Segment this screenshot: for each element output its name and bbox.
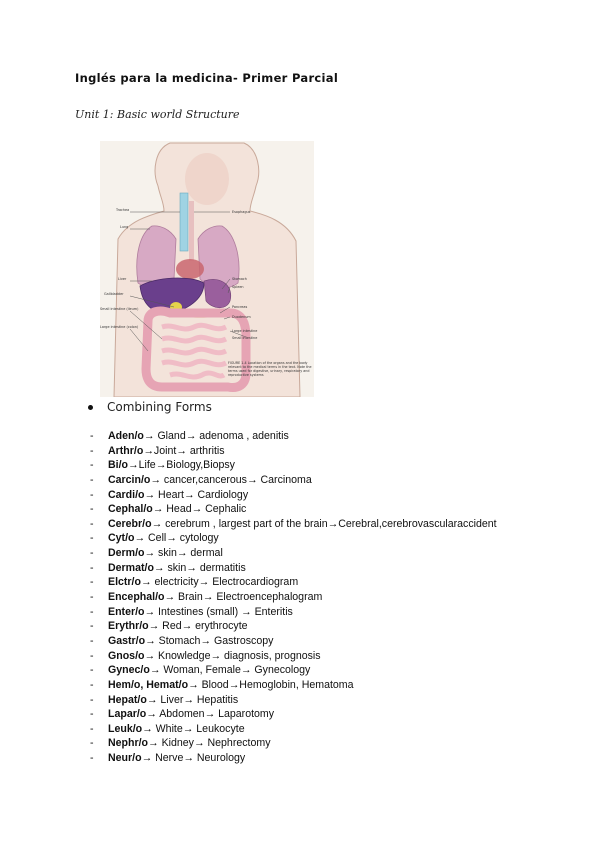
list-dash: - [90, 503, 94, 516]
combining-form-meaning: → Kidney→ Nephrectomy [148, 737, 271, 750]
combining-form-term: Gynec/o [108, 664, 150, 677]
combining-form-term: Gastr/o [108, 634, 146, 647]
combining-form-term: Neur/o [108, 752, 142, 765]
anatomy-figure [100, 141, 314, 397]
combining-form-term: Arthr/o [108, 444, 144, 457]
list-dash: - [90, 444, 94, 457]
combining-form-term: Nephr/o [108, 737, 149, 750]
list-dash: - [90, 737, 94, 750]
combining-forms-bullet [88, 400, 212, 414]
document-title: Inglés para la medicina- Primer Parcial [75, 71, 339, 85]
list-item [90, 663, 497, 678]
list-dash: - [90, 634, 94, 647]
combining-form-term: Encephal/o [108, 591, 165, 604]
list-item [90, 517, 497, 532]
combining-form-meaning: → Brain→ Electroencephalogram [164, 591, 323, 604]
bullet-dot [88, 405, 93, 410]
list-item [90, 678, 497, 693]
combining-form-meaning: → Woman, Female→ Gynecology [149, 664, 311, 677]
list-dash: - [90, 430, 94, 442]
list-dash: - [90, 605, 94, 618]
label-large-intestine: Large intestine (colon) [100, 325, 139, 329]
combining-form-meaning: → Knowledge→ diagnosis, prognosis [144, 649, 321, 662]
combining-form-meaning: → Heart→ Cardiology [144, 488, 249, 501]
combining-form-term: Cardi/o [108, 488, 145, 501]
combining-form-meaning: → Cell→ cytology [134, 532, 219, 545]
label-trachea: Trachea [116, 208, 130, 212]
list-item [90, 590, 497, 605]
label-esophagus: Esophagus [232, 210, 251, 214]
list-item [90, 444, 497, 459]
list-item [90, 751, 497, 766]
list-item [90, 619, 497, 634]
combining-form-term: Carcin/o [108, 473, 151, 486]
combining-form-meaning: → Abdomen→ Laparotomy [146, 708, 275, 721]
list-dash: - [90, 488, 94, 501]
combining-form-meaning: → cerebrum , largest part of the brain→Cerebral,cerebrovascularaccident [151, 517, 497, 530]
combining-form-term: Aden/o [108, 430, 144, 442]
list-item [90, 546, 497, 561]
combining-form-term: Dermat/o [108, 561, 154, 574]
combining-form-meaning: →Joint→ arthritis [143, 444, 225, 457]
combining-form-meaning: → Liver→ Hepatitis [146, 693, 239, 706]
list-dash: - [90, 532, 94, 545]
list-dash: - [90, 708, 94, 721]
list-item [90, 693, 497, 708]
torso-organs-illustration [100, 141, 314, 397]
label-small-intestine-right: Small intestine [232, 336, 258, 340]
combining-form-meaning: → Gland→ adenoma , adenitis [143, 430, 289, 442]
list-dash: - [90, 517, 94, 530]
list-dash: - [90, 576, 94, 589]
combining-form-term: Cerebr/o [108, 517, 152, 530]
combining-form-term: Derm/o [108, 547, 145, 560]
combining-form-meaning: → cancer,cancerous→ Carcinoma [150, 473, 312, 486]
combining-form-term: Elctr/o [108, 576, 141, 589]
unit-subtitle: Unit 1: Basic world Structure [75, 108, 240, 121]
list-dash: - [90, 620, 94, 633]
combining-form-term: Bi/o [108, 459, 129, 472]
combining-forms-list [90, 429, 497, 766]
list-item [90, 502, 497, 517]
list-item [90, 458, 497, 473]
combining-form-meaning: → Stomach→ Gastroscopy [145, 634, 274, 647]
list-dash: - [90, 693, 94, 706]
list-item [90, 707, 497, 722]
list-item [90, 561, 497, 576]
label-lung: Lung [120, 225, 129, 229]
label-pancreas: Pancreas [232, 305, 248, 309]
list-item [90, 488, 497, 503]
list-item [90, 634, 497, 649]
combining-form-term: Lapar/o [108, 708, 147, 721]
list-item [90, 429, 497, 444]
combining-form-meaning: → White→ Leukocyte [142, 722, 245, 735]
label-small-intestine: Small intestine (ileum) [100, 307, 139, 311]
list-item [90, 736, 497, 751]
figure-caption: FIGURE 1-4 Location of the organs and the body relevant to the medical terms in the text. Note the terms used for digestive, urinary, respiratory and reproductive systems [228, 361, 312, 377]
label-gallbladder: Gallbladder [104, 292, 124, 296]
list-item [90, 531, 497, 546]
list-dash: - [90, 752, 94, 765]
label-duodenum: Duodenum [232, 315, 251, 319]
list-dash: - [90, 547, 94, 560]
label-large-intestine-right: Large intestine [232, 329, 258, 333]
combining-form-term: Hem/o, Hemat/o [108, 678, 189, 691]
section-heading: Combining Forms [107, 400, 212, 414]
combining-form-meaning: → skin→ dermal [144, 547, 223, 560]
list-dash: - [90, 473, 94, 486]
list-dash: - [90, 722, 94, 735]
combining-form-meaning: → electricity→ Electrocardiogram [140, 576, 299, 589]
list-dash: - [90, 459, 94, 472]
combining-form-meaning: → skin→ dermatitis [153, 561, 246, 574]
combining-form-meaning: → Blood→Hemoglobin, Hematoma [188, 678, 354, 691]
combining-form-meaning: → Head→ Cephalic [152, 503, 247, 516]
label-liver: Liver [118, 277, 127, 281]
list-item [90, 473, 497, 488]
list-item [90, 722, 497, 737]
list-dash: - [90, 649, 94, 662]
combining-form-meaning: →Life→Biology,Biopsy [128, 459, 235, 472]
list-item [90, 649, 497, 664]
combining-form-term: Gnos/o [108, 649, 145, 662]
combining-form-term: Hepat/o [108, 693, 147, 706]
list-dash: - [90, 591, 94, 604]
combining-form-term: Cyt/o [108, 532, 135, 545]
list-dash: - [90, 664, 94, 677]
list-dash: - [90, 678, 94, 691]
combining-form-term: Erythr/o [108, 620, 149, 633]
combining-form-meaning: → Intestines (small) → Enteritis [144, 605, 293, 618]
combining-form-meaning: → Red→ erythrocyte [148, 620, 248, 633]
combining-form-meaning: → Nerve→ Neurology [141, 752, 246, 765]
list-dash: - [90, 561, 94, 574]
label-stomach: Stomach [232, 277, 247, 281]
combining-form-term: Cephal/o [108, 503, 153, 516]
combining-form-term: Enter/o [108, 605, 145, 618]
list-item [90, 575, 497, 590]
list-item [90, 605, 497, 620]
combining-form-term: Leuk/o [108, 722, 143, 735]
label-spleen: Spleen [232, 285, 244, 289]
